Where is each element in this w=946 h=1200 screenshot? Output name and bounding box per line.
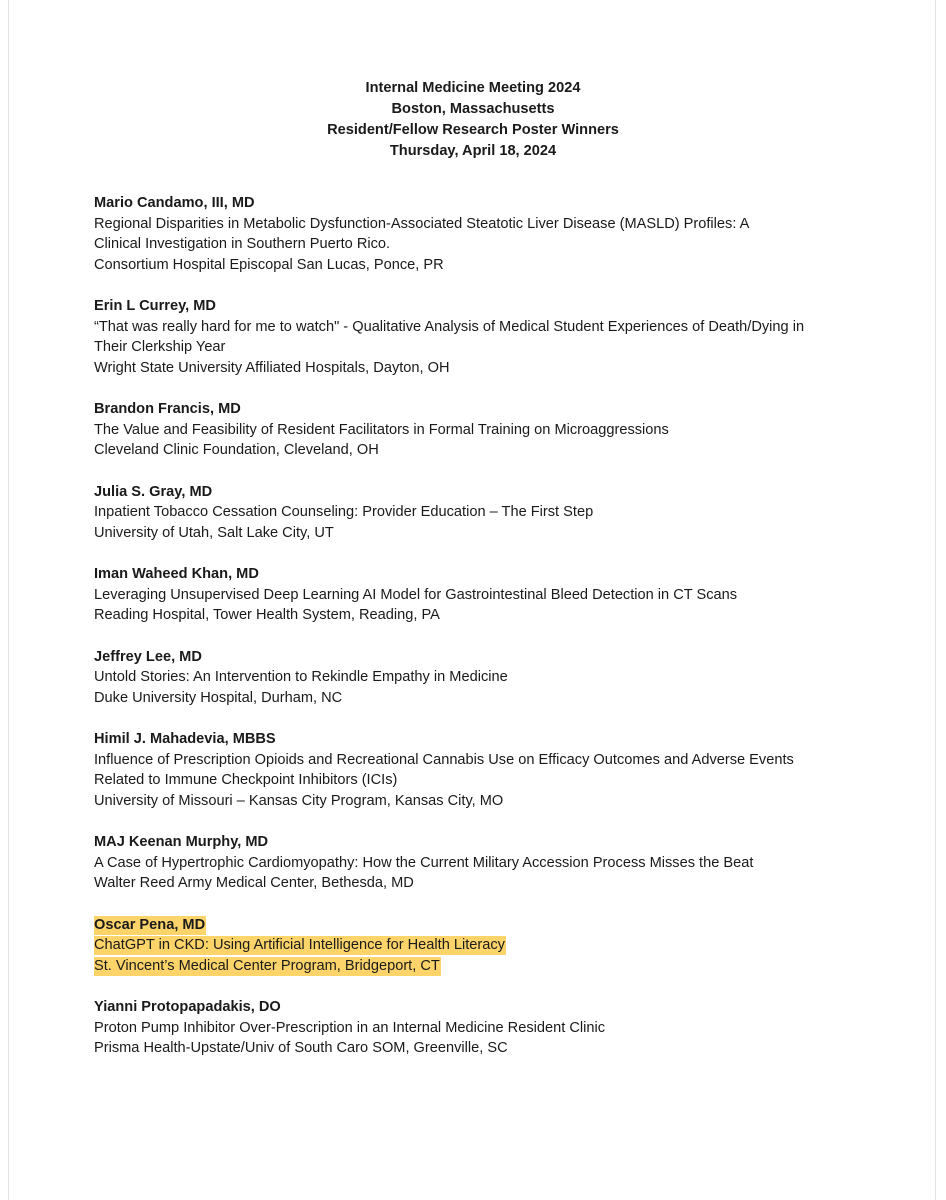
winner-entry — [94, 832, 894, 894]
winner-name: Mario Candamo, III, MD — [94, 195, 255, 211]
meeting-title: Internal Medicine Meeting 2024 — [365, 80, 581, 96]
winner-name: MAJ Keenan Murphy, MD — [94, 834, 269, 850]
winner-name: Brandon Francis, MD — [94, 401, 241, 417]
meeting-location: Boston, Massachusetts — [391, 101, 555, 117]
winner-institution: Cleveland Clinic Foundation, Cleveland, OH — [94, 442, 379, 458]
winner-entry — [94, 997, 894, 1059]
winner-entry-highlighted — [94, 915, 894, 977]
document-header — [0, 78, 946, 162]
winner-institution: University of Utah, Salt Lake City, UT — [94, 524, 334, 541]
winner-name: Yianni Protopapadakis, DO — [94, 999, 281, 1015]
poster-title-line: Their Clerkship Year — [94, 339, 226, 355]
winner-institution: University of Missouri – Kansas City Program, Kansas City, MO — [94, 792, 504, 809]
poster-title-line: Influence of Prescription Opioids and Recreational Cannabis Use on Efficacy Outcomes and Adverse Events — [94, 751, 794, 768]
winner-name: Jeffrey Lee, MD — [94, 648, 202, 665]
winners-list — [94, 193, 894, 1080]
winner-entry — [94, 647, 894, 709]
poster-title-line: Untold Stories: An Intervention to Rekindle Empathy in Medicine — [94, 669, 508, 685]
winner-entry — [94, 482, 894, 544]
poster-title-line: Related to Immune Checkpoint Inhibitors (ICIs) — [94, 772, 398, 788]
poster-title-line: Regional Disparities in Metabolic Dysfunction-Associated Steatotic Liver Disease (MASLD) Profiles: A — [94, 215, 750, 232]
winner-institution: Prisma Health-Upstate/Univ of South Caro SOM, Greenville, SC — [94, 1040, 508, 1056]
winner-name: Iman Waheed Khan, MD — [94, 566, 259, 582]
winner-name: Himil J. Mahadevia, MBBS — [94, 731, 276, 747]
meeting-date: Thursday, April 18, 2024 — [389, 143, 557, 159]
document-title: Resident/Fellow Research Poster Winners — [327, 122, 619, 138]
poster-title-line: Inpatient Tobacco Cessation Counseling: Provider Education – The First Step — [94, 504, 594, 520]
winner-name: Oscar Pena, MD — [94, 916, 206, 933]
poster-title-line: Proton Pump Inhibitor Over-Prescription in an Internal Medicine Resident Clinic — [94, 1019, 606, 1036]
winner-entry — [94, 193, 894, 275]
poster-title-line: Clinical Investigation in Southern Puerto Rico. — [94, 236, 391, 252]
poster-title-line: “That was really hard for me to watch" - Qualitative Analysis of Medical Student Experiences of Death/Dying in — [94, 318, 805, 335]
winner-entry — [94, 729, 894, 811]
poster-title-line: The Value and Feasibility of Resident Facilitators in Formal Training on Microaggressions — [94, 421, 669, 438]
winner-entry — [94, 399, 894, 461]
winner-institution: Consortium Hospital Episcopal San Lucas, Ponce, PR — [94, 256, 444, 273]
winner-institution: Duke University Hospital, Durham, NC — [94, 689, 343, 706]
winner-institution: St. Vincent’s Medical Center Program, Bridgeport, CT — [94, 957, 440, 974]
poster-title-line: Leveraging Unsupervised Deep Learning AI Model for Gastrointestinal Bleed Detection in CT Scans — [94, 586, 738, 603]
winner-name: Erin L Currey, MD — [94, 298, 216, 314]
winner-institution: Wright State University Affiliated Hospitals, Dayton, OH — [94, 359, 450, 376]
winner-entry — [94, 564, 894, 626]
winner-institution: Walter Reed Army Medical Center, Bethesda, MD — [94, 875, 414, 891]
winner-entry — [94, 296, 894, 378]
poster-title-line: ChatGPT in CKD: Using Artificial Intelligence for Health Literacy — [94, 937, 505, 953]
winner-name: Julia S. Gray, MD — [94, 483, 213, 500]
poster-title-line: A Case of Hypertrophic Cardiomyopathy: How the Current Military Accession Process Misses the Beat — [94, 854, 754, 871]
winner-institution: Reading Hospital, Tower Health System, Reading, PA — [94, 607, 440, 623]
